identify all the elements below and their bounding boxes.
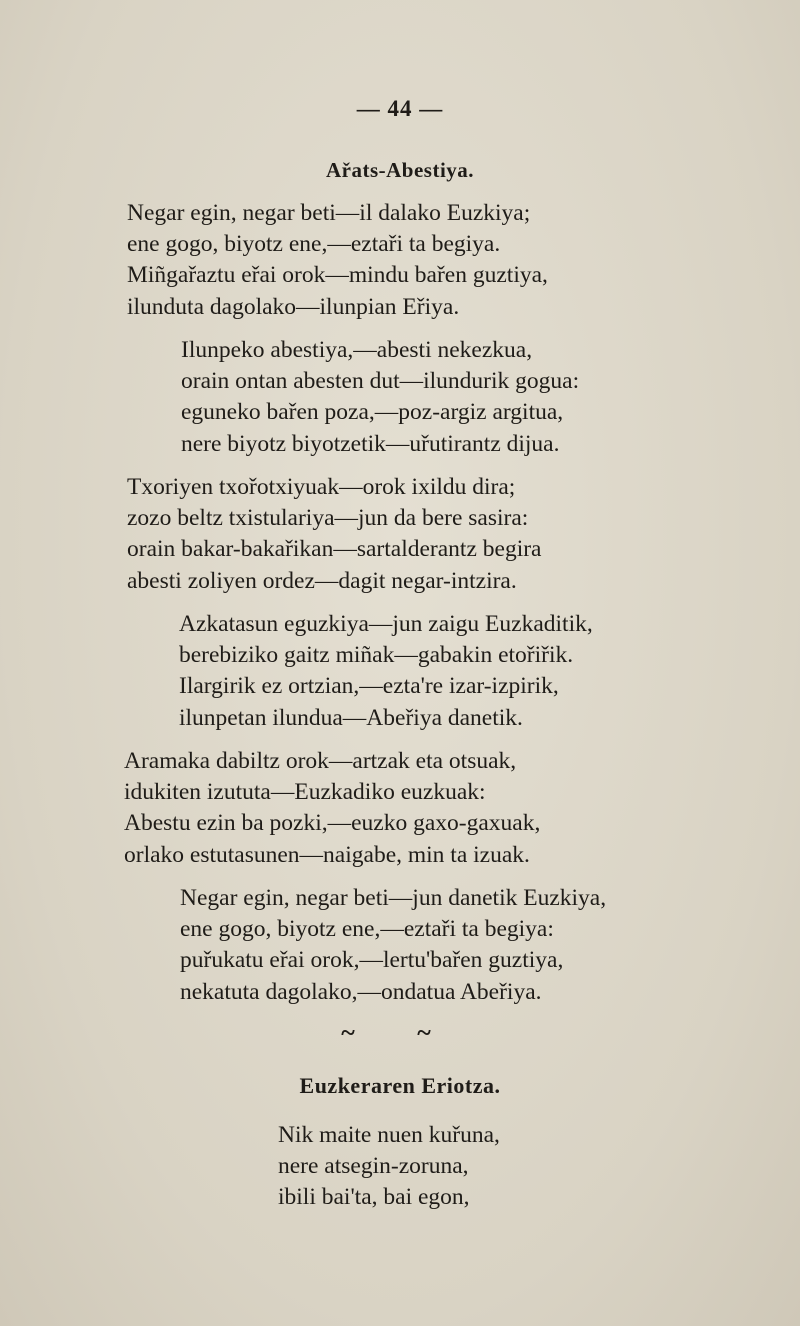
verse-line: ene gogo, biyotz ene,—eztaři ta begiya.	[127, 231, 501, 258]
stanza-1	[278, 1120, 500, 1214]
verse-line: nere biyotz biyotzetik—uřutirantz dijua.	[181, 430, 560, 457]
verse-line: orain bakar-bakařikan—sartalderantz begira	[127, 536, 542, 563]
verse-line: orain ontan abesten dut—ilundurik gogua:	[181, 368, 580, 395]
verse-line: puřukatu eřai orok,—lertu'bařen guztiya,	[180, 947, 564, 974]
page-number: — 44 —	[356, 96, 444, 121]
verse-line: nekatuta dagolako,—ondatua Abeřiya.	[180, 978, 542, 1005]
stanza-4	[179, 609, 593, 734]
stanza-6	[180, 883, 606, 1008]
stanza-3	[127, 472, 541, 597]
section-ornament: ~ ~	[341, 1018, 459, 1047]
verse-line: Ilargirik ez ortzian,—ezta're izar-izpirik,	[179, 673, 559, 700]
poem-title: Ařats-Abestiya.	[325, 158, 475, 182]
verse-line: Azkatasun eguzkiya—jun zaigu Euzkaditik,	[179, 611, 593, 637]
verse-line: Abestu ezin ba pozki,—euzko gaxo-gaxuak,	[124, 810, 541, 837]
verse-line: ene gogo, biyotz ene,—eztaři ta begiya:	[180, 916, 554, 943]
verse-line: nere atsegin-zoruna,	[278, 1153, 469, 1180]
verse-line: berebiziko gaitz miñak—gabakin etořiřik.	[179, 642, 574, 669]
stanza-5	[124, 746, 540, 871]
verse-line: idukiten izututa—Euzkadiko euzkuak:	[124, 779, 486, 806]
poem-title: Euzkeraren Eriotza.	[299, 1073, 501, 1098]
verse-line: ibili bai'ta, bai egon,	[278, 1184, 470, 1211]
verse-line: Miñgařaztu eřai orok—mindu bařen guztiya,	[127, 262, 548, 289]
stanza-2	[181, 335, 579, 460]
stanza-1	[127, 198, 548, 323]
verse-line: zozo beltz txistulariya—jun da bere sasira:	[127, 505, 529, 532]
verse-line: Aramaka dabiltz orok—artzak eta otsuak,	[124, 748, 517, 774]
verse-line: Nik maite nuen kuřuna,	[278, 1122, 500, 1148]
verse-line: eguneko bařen poza,—poz-argiz argitua,	[181, 399, 564, 426]
verse-line: ilunpetan ilundua—Abeřiya danetik.	[179, 704, 523, 731]
verse-line: abesti zoliyen ordez—dagit negar-intzira.	[127, 567, 517, 594]
verse-line: Negar egin, negar beti—il dalako Euzkiya;	[127, 200, 531, 226]
verse-line: Negar egin, negar beti—jun danetik Euzkiya,	[180, 885, 607, 911]
verse-line: orlako estutasunen—naigabe, min ta izuak.	[124, 841, 530, 868]
verse-line: Ilunpeko abestiya,—abesti nekezkua,	[181, 337, 533, 363]
verse-line: Txoriyen txořotxiyuak—orok ixildu dira;	[127, 474, 516, 500]
verse-line: ilunduta dagolako—ilunpian Eřiya.	[127, 293, 460, 320]
